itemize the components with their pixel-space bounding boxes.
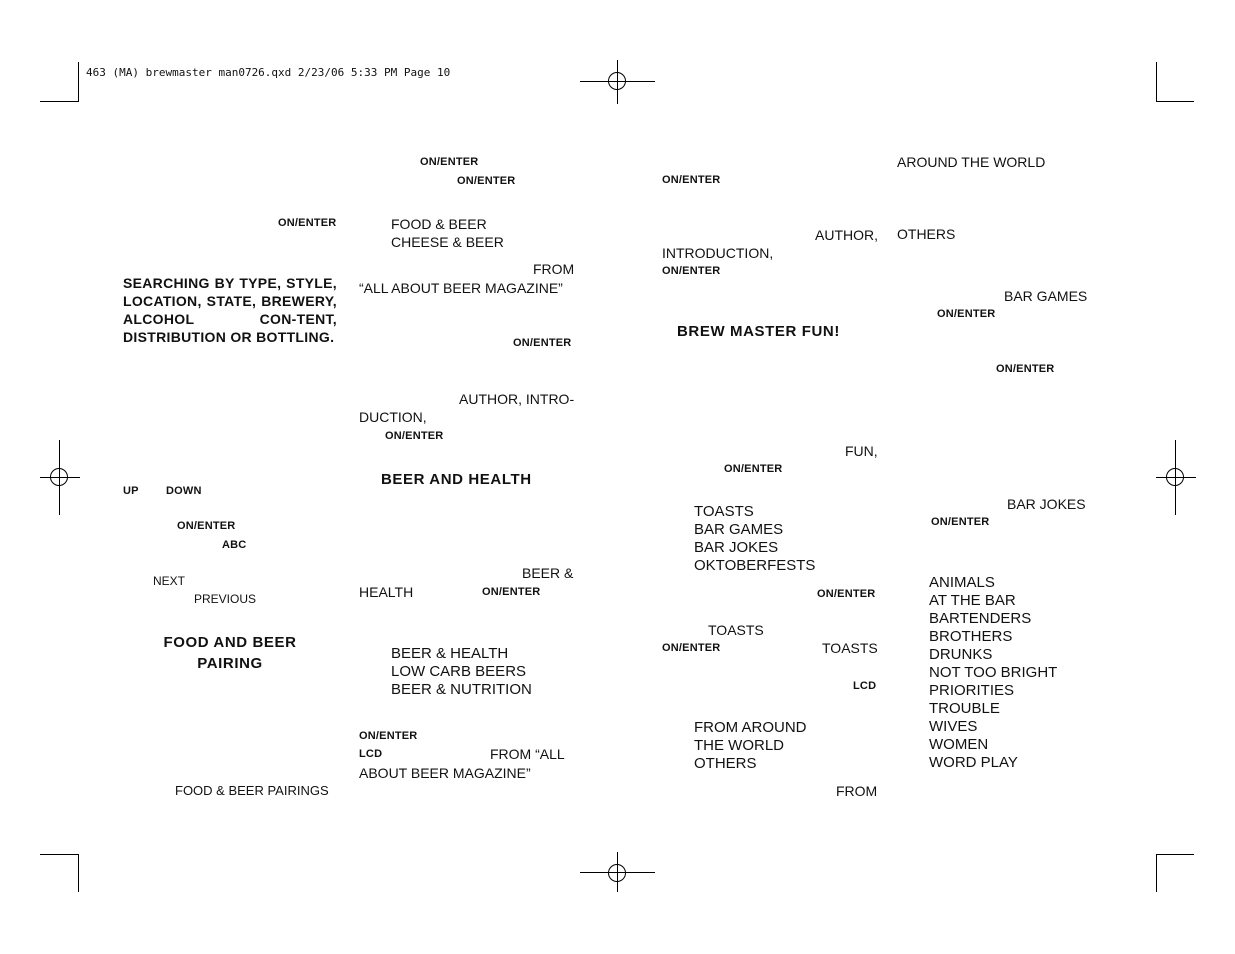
on-enter-key: ON/ENTER	[662, 265, 721, 277]
file-slug: 463 (MA) brewmaster man0726.qxd 2/23/06 5:33 PM Page 10	[86, 66, 451, 79]
toasts-label: TOASTS	[822, 640, 878, 656]
author-intro-label: AUTHOR, INTRO-	[459, 391, 575, 407]
list-item: THE WORLD	[694, 737, 784, 754]
on-enter-key: ON/ENTER	[817, 588, 876, 600]
jokes-menu-list	[929, 574, 1057, 772]
introduction-label: INTRODUCTION,	[662, 245, 774, 261]
others-label: OTHERS	[897, 226, 956, 242]
abc-key: ABC	[222, 539, 247, 551]
beer-amp-label: BEER &	[522, 565, 574, 581]
on-enter-key: ON/ENTER	[724, 463, 783, 475]
list-item: BEER & HEALTH	[391, 645, 509, 662]
section-heading-beer-health: BEER AND HEALTH	[381, 471, 532, 488]
section-heading-brew-master-fun: BREW MASTER FUN!	[677, 323, 840, 340]
from-all-label: FROM “ALL	[490, 746, 565, 762]
on-enter-key: ON/ENTER	[937, 308, 996, 320]
from-label: FROM	[533, 261, 575, 277]
fun-label: FUN,	[845, 443, 878, 459]
up-key: UP	[123, 485, 139, 497]
list-item: OTHERS	[694, 755, 757, 772]
section-heading-pairing: PAIRING	[197, 655, 263, 672]
lcd-key: LCD	[853, 680, 877, 692]
magazine-label: ABOUT BEER MAGAZINE”	[359, 765, 531, 781]
list-item: BAR JOKES	[694, 539, 779, 556]
list-item: BARTENDERS	[929, 610, 1032, 627]
on-enter-key: ON/ENTER	[457, 175, 516, 187]
list-item: LOW CARB BEERS	[391, 663, 527, 680]
on-enter-key: ON/ENTER	[513, 337, 572, 349]
duction-label: DUCTION,	[359, 409, 427, 425]
toasts-menu-list	[694, 719, 807, 773]
on-enter-key: ON/ENTER	[996, 363, 1055, 375]
section-heading-food-beer: FOOD AND BEER	[163, 634, 297, 651]
food-beer-pairings-label: FOOD & BEER PAIRINGS	[175, 783, 329, 798]
list-item: WOMEN	[929, 736, 989, 753]
list-item: WORD PLAY	[929, 754, 1018, 771]
on-enter-key: ON/ENTER	[482, 586, 541, 598]
author-label: AUTHOR,	[815, 227, 878, 243]
on-enter-key: ON/ENTER	[385, 430, 444, 442]
toasts-label: TOASTS	[708, 622, 764, 638]
list-item: CHEESE & BEER	[391, 234, 504, 250]
on-enter-key: ON/ENTER	[662, 642, 721, 654]
health-label: HEALTH	[359, 584, 414, 600]
lcd-key: LCD	[359, 748, 383, 760]
food-menu-list	[391, 215, 504, 251]
on-enter-key: ON/ENTER	[177, 520, 236, 532]
magazine-label: “ALL ABOUT BEER MAGAZINE”	[359, 280, 563, 296]
bar-jokes-label: BAR JOKES	[1007, 496, 1086, 512]
list-item: FOOD & BEER	[391, 216, 487, 232]
list-item: DRUNKS	[929, 646, 993, 663]
fun-menu-list	[694, 503, 815, 575]
on-enter-key: ON/ENTER	[359, 730, 418, 742]
previous-key: PREVIOUS	[194, 592, 257, 606]
health-menu-list	[391, 645, 532, 699]
on-enter-key: ON/ENTER	[662, 174, 721, 186]
list-item: ANIMALS	[929, 574, 995, 591]
down-key: DOWN	[166, 485, 202, 497]
on-enter-key: ON/ENTER	[420, 156, 479, 168]
list-item: BAR GAMES	[694, 521, 784, 538]
list-item: TOASTS	[694, 503, 754, 520]
on-enter-key: ON/ENTER	[278, 217, 337, 229]
list-item: NOT TOO BRIGHT	[929, 664, 1058, 681]
around-world-label: AROUND THE WORLD	[897, 154, 1046, 170]
search-criteria-text: SEARCHING BY TYPE, STYLE, LOCATION, STATE, BREWERY, ALCOHOL CON-TENT, DISTRIBUTION OR BOTTLING.	[123, 275, 337, 345]
next-key: NEXT	[153, 574, 186, 588]
bar-games-label: BAR GAMES	[1004, 288, 1088, 304]
list-item: BROTHERS	[929, 628, 1013, 645]
list-item: FROM AROUND	[694, 719, 807, 736]
list-item: OKTOBERFESTS	[694, 557, 816, 574]
list-item: WIVES	[929, 718, 978, 735]
list-item: BEER & NUTRITION	[391, 681, 532, 698]
on-enter-key: ON/ENTER	[931, 516, 990, 528]
list-item: TROUBLE	[929, 700, 1000, 717]
list-item: AT THE BAR	[929, 592, 1016, 609]
from-label: FROM	[836, 783, 878, 799]
list-item: PRIORITIES	[929, 682, 1015, 699]
